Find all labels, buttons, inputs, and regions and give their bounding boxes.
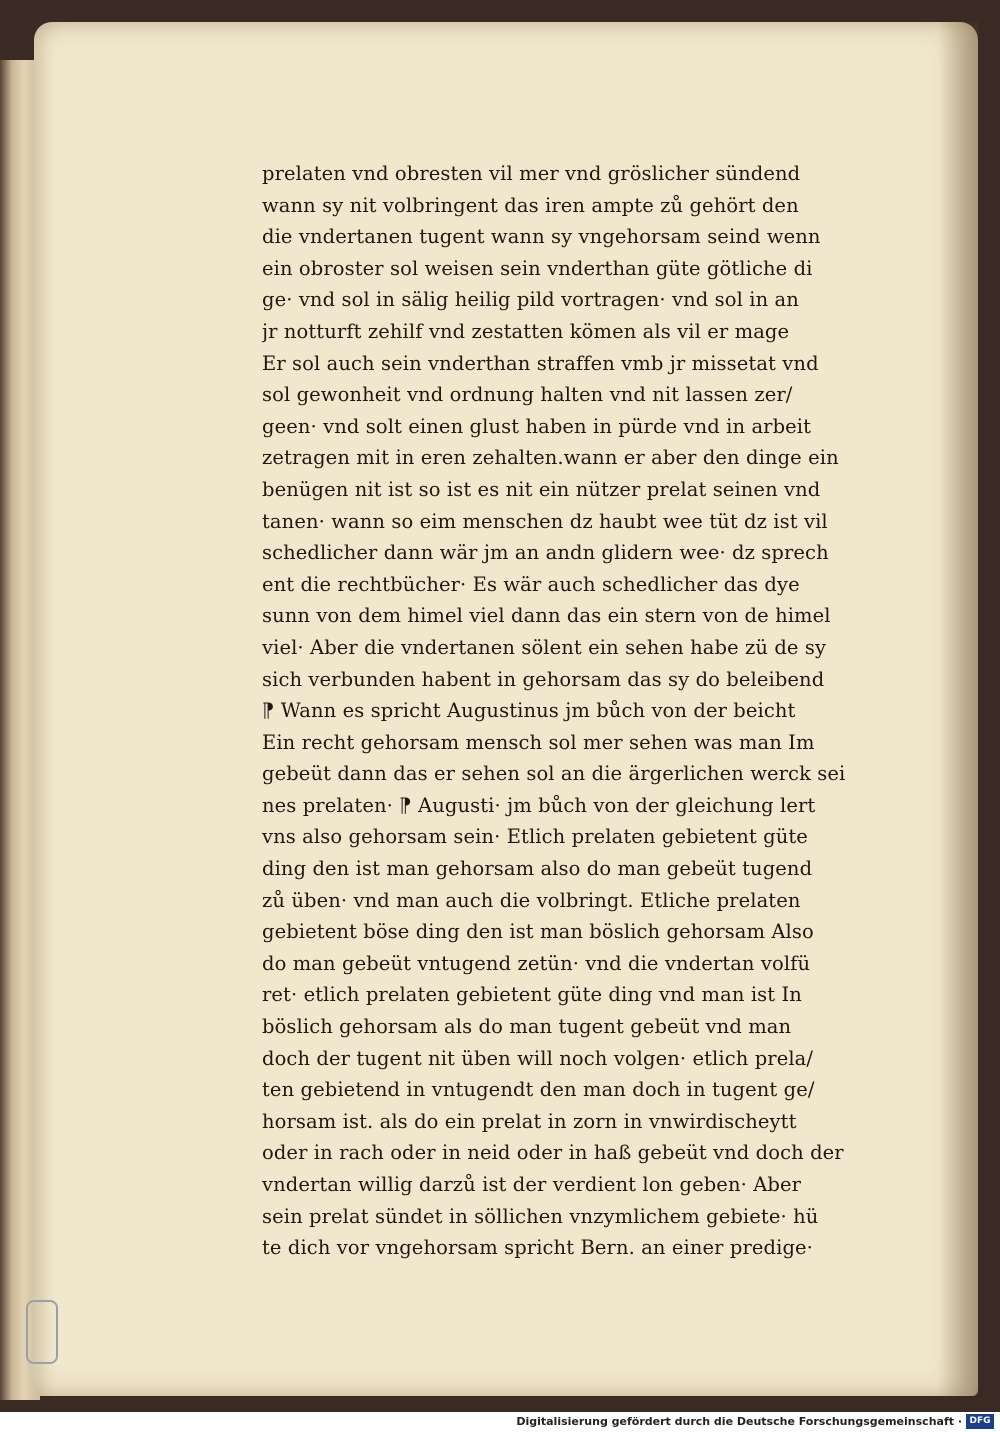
text-line: schedlicher dann wär jm an andn glidern wee· dz sprech: [262, 541, 829, 565]
text-line: vns also gehorsam sein· Etlich prelaten gebietent güte: [262, 825, 808, 849]
text-line: oder in rach oder in neid oder in haß gebeüt vnd doch der: [262, 1141, 844, 1165]
text-line: böslich gehorsam als do man tugent gebeüt vnd man: [262, 1015, 792, 1039]
text-line: doch der tugent nit üben will noch volgen· etlich prela/: [262, 1046, 814, 1070]
dfg-credit-text: Digitalisierung gefördert durch die Deutsche Forschungsgemeinschaft ·: [516, 1415, 962, 1428]
text-line: zů üben· vnd man auch die volbringt. Etliche prelaten: [262, 888, 801, 912]
text-line: zetragen mit in eren zehalten.wann er aber den dinge ein: [262, 446, 839, 470]
text-line: ten gebietend in vntugendt den man doch in tugent ge/: [262, 1078, 815, 1102]
text-line: sol gewonheit vnd ordnung halten vnd nit lassen zer/: [262, 383, 793, 407]
text-line: sich verbunden habent in gehorsam das sy do beleibend: [262, 667, 825, 691]
text-line: benügen nit ist so ist es nit ein nützer prelat seinen vnd: [262, 477, 821, 501]
text-line: ding den ist man gehorsam also do man gebeüt tugend: [262, 857, 813, 881]
text-line: sein prelat sündet in söllichen vnzymlichem gebiete· hü: [262, 1204, 819, 1228]
text-line: ret· etlich prelaten gebietent güte ding vnd man ist In: [262, 983, 802, 1007]
text-line: vndertan willig darzů ist der verdient lon geben· Aber: [262, 1173, 802, 1196]
text-line: wann sy nit volbringent das iren ampte zů gehört den: [262, 193, 799, 217]
text-line: jr notturft zehilf vnd zestatten kömen als vil er mage: [262, 319, 790, 343]
text-line: ent die rechtbücher· Es wär auch schedlicher das dye: [262, 572, 800, 596]
text-line: nes prelaten· ⁋ Augusti· jm bůch von der gleichung lert: [262, 793, 816, 817]
text-line: ⁋ Wann es spricht Augustinus jm bůch von der beicht: [262, 699, 796, 723]
text-line: Er sol auch sein vnderthan straffen vmb jr missetat vnd: [262, 351, 819, 375]
text-line: tanen· wann so eim menschen dz haubt wee tüt dz ist vil: [262, 509, 828, 533]
text-line: ein obroster sol weisen sein vnderthan güte götliche di: [262, 256, 813, 280]
text-line: sunn von dem himel viel dann das ein stern von de himel: [262, 604, 831, 628]
text-line: horsam ist. als do ein prelat in zorn in vnwirdischeytt: [262, 1109, 797, 1133]
text-line: viel· Aber die vndertanen sölent ein sehen habe zü de sy: [262, 635, 827, 659]
text-line: do man gebeüt vntugend zetün· vnd die vndertan volfü: [262, 951, 811, 975]
text-line: prelaten vnd obresten vil mer vnd gröslicher sündend: [262, 162, 801, 185]
text-line: Ein recht gehorsam mensch sol mer sehen was man Im: [262, 730, 815, 754]
dfg-logo: DFG: [966, 1414, 994, 1429]
text-line: die vndertanen tugent wann sy vngehorsam seind wenn: [262, 225, 821, 249]
paper-clip: [26, 1300, 58, 1364]
text-line: ge· vnd sol in sälig heilig pild vortragen· vnd sol in an: [262, 288, 799, 312]
text-line: geen· vnd solt einen glust haben in pürde vnd in arbeit: [262, 414, 812, 438]
text-line: gebietent böse ding den ist man böslich gehorsam Also: [262, 920, 814, 944]
text-line: te dich vor vngehorsam spricht Bern. an einer predige·: [262, 1236, 813, 1260]
footer-bar: [0, 1412, 1000, 1432]
blackletter-text-block: [262, 158, 882, 1264]
text-line: gebeüt dann das er sehen sol an die ärgerlichen werck sei: [262, 762, 846, 786]
